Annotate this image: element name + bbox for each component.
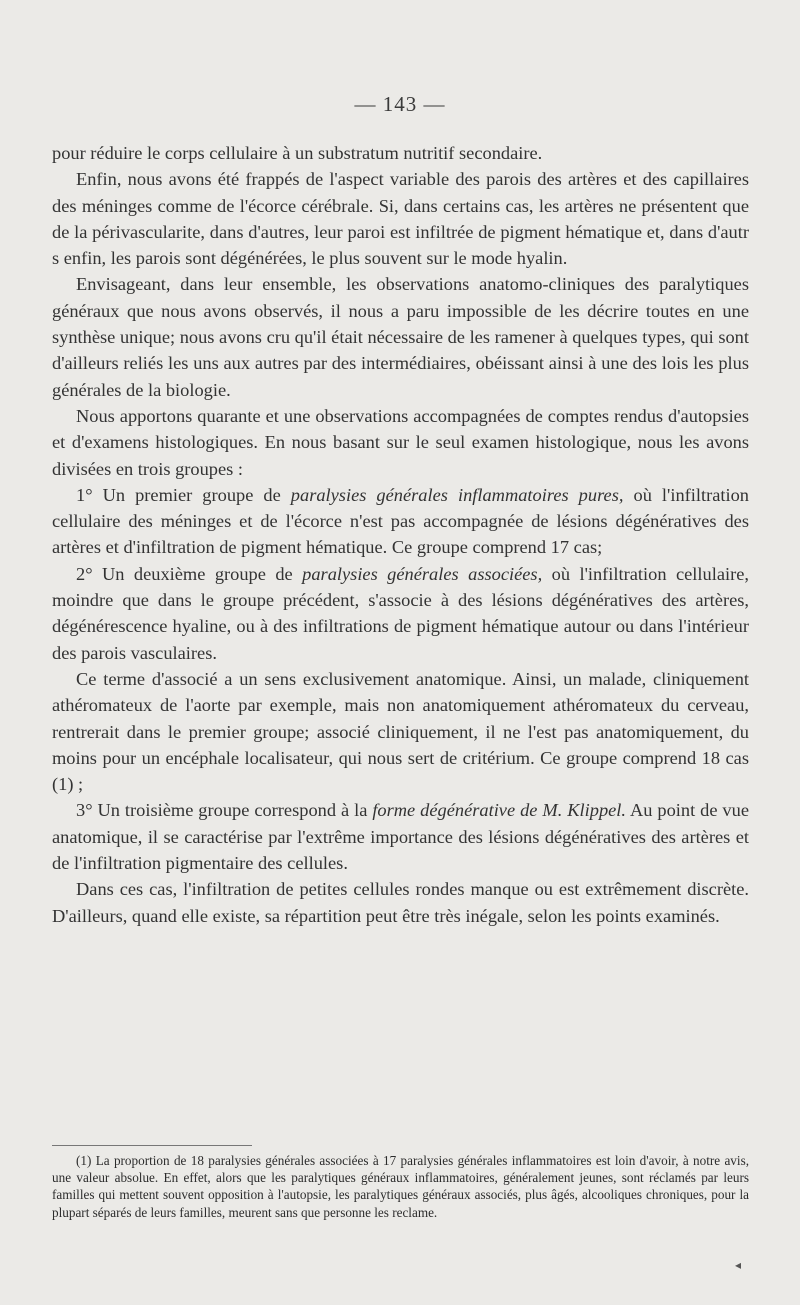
- group-3-suffix: Au point de vue anatomique, il se caractérise par l'extrême importance des lésions dégénératives des artères et de l'infiltration pigmentaire des cellules.: [52, 800, 749, 874]
- paragraph-2: Enfin, nous avons été frappés de l'aspect variable des parois des artères et des capillaires des méninges comme de l'écorce cérébrale. Si, dans certains cas, les artères ne présentent que de la périvascularite, dans d'autres, leur paroi est infiltrée de pigment hématique et, dans d'autr s enfin, les parois sont dégénérées, le plus souvent sur le mode hyalin.: [52, 169, 749, 269]
- final-paragraph: Dans ces cas, l'infiltration de petites cellules rondes manque ou est extrêmement discrète. D'ailleurs, quand elle existe, sa répartition peut être très inégale, selon les points examinés.: [52, 879, 749, 926]
- group-2-suffix: où l'infiltration cellulaire, moindre que dans le groupe précédent, s'associe à des lésions dégénératives des artères, dégénérescence hyaline, ou à des infiltrations de pigment hématique autour ou dans l'intérieur des parois vasculaires.: [52, 563, 749, 663]
- group-2-prefix: 2° Un deuxième groupe de: [76, 563, 303, 584]
- corner-mark: ◂: [735, 1258, 742, 1272]
- group-1-suffix: où l'infiltration cellulaire des méninges et de l'écorce n'est pas accompagnée de lésions dégénératives des artères et d'infiltration de pigment hématique. Ce groupe comprend 17 cas;: [52, 484, 750, 558]
- footnote: [52, 1152, 749, 1221]
- footnote-separator: [52, 1145, 252, 1146]
- page-number: — 143 —: [354, 92, 446, 116]
- group-1-paragraph: [52, 482, 749, 561]
- paragraph-3: Envisageant, dans leur ensemble, les observations anatomo-cliniques des paralytiques généraux que nous avons observés, il nous a paru impossible de les décrire toutes en une synthèse unique; nous avons cru qu'il était nécessaire de les ramener à quelques types, qui sont d'ailleurs reliés les uns aux autres par des intermédiaires, obéissant ainsi à une des lois les plus générales de la biologie.: [52, 274, 749, 400]
- main-text: [52, 140, 749, 929]
- group-3-prefix: 3° Un troisième groupe correspond à la: [76, 800, 373, 821]
- associe-paragraph: Ce terme d'associé a un sens exclusivement anatomique. Ainsi, un malade, cliniquement athéromateux de l'aorte par exemple, mais non anatomiquement athéromateux du cerveau, rentrerait dans le premier groupe; associé cliniquement, il ne l'est pas anatomiquement, du moins pour un encéphale localisateur, qui nous sert de critérium. Ce groupe comprend 18 cas (1) ;: [52, 668, 749, 795]
- group-2-italic: paralysies générales associées,: [302, 563, 543, 584]
- paragraph-4: Nous apportons quarante et une observations accompagnées de comptes rendus d'autopsies et d'examens histologiques. En nous basant sur le seul examen histologique, nous les avons divisées en trois groupes :: [52, 405, 749, 479]
- group-1-italic: paralysies générales inflammatoires pures,: [290, 484, 624, 505]
- group-3-paragraph: [52, 797, 749, 876]
- paragraph-1: pour réduire le corps cellulaire à un substratum nutritif secondaire.: [52, 143, 543, 163]
- group-3-italic: forme dégénérative de M. Klippel.: [372, 800, 627, 821]
- footnote-text: (1) La proportion de 18 paralysies générales associées à 17 paralysies générales inflammatoires est loin d'avoir, à notre avis, une valeur absolue. En effet, alors que les paralytiques généraux inflammatoires, généralement jeunes, sont réclamés par leurs familles qui mettent souvent opposition à l'autopsie, les paralytiques généraux associés, plus âgés, alcooliques chroniques, pour la plupart séparés de leurs familles, meurent sans que personne les reclame.: [52, 1153, 749, 1220]
- group-1-prefix: 1° Un premier groupe de: [76, 484, 291, 505]
- group-2-paragraph: [52, 561, 749, 666]
